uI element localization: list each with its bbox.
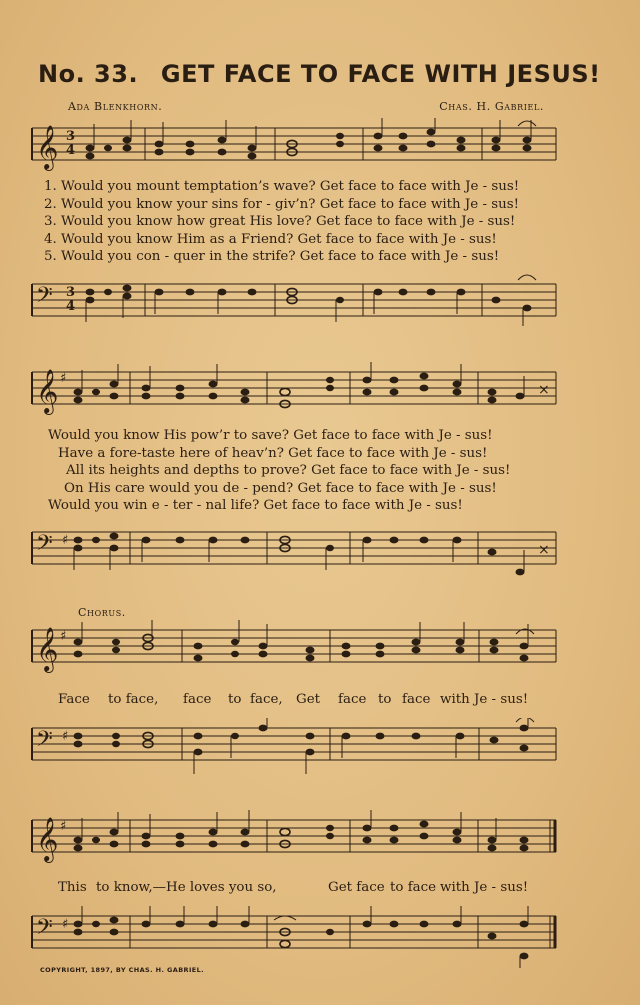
chorus-word: This [58,880,87,895]
svg-text:♯: ♯ [62,917,69,932]
chorus-word: face [183,692,212,707]
verse-line: 3. Would you know how great His love? Get face to face with Je - sus! [44,214,516,230]
staff-system-1-bass [30,274,558,334]
verse-line: 4. Would you know Him as a Friend? Get face to face with Je - sus! [44,231,497,247]
chorus-word: to [378,692,392,707]
chorus-word: Face [58,692,90,707]
verse-line: Have a fore-taste here of heav’n? Get face to face with Je - sus! [58,445,488,461]
chorus-word: with [440,692,470,707]
chorus-word: face, [250,692,283,707]
chorus-word: face [402,692,431,707]
verse-line: 1. Would you mount temptation’s wave? Get face to face with Je - sus! [44,179,520,194]
chorus-word: to face [390,880,437,895]
author-credit: Ada Blenkhorn. [68,100,163,113]
svg-text:𝄢: 𝄢 [36,531,53,561]
verse-line: All its heights and depths to prove? Get face to face with Je - sus! [66,463,511,479]
svg-text:♯: ♯ [60,629,67,644]
svg-text:4: 4 [66,299,76,314]
svg-text:𝄞: 𝄞 [36,627,59,671]
chorus-word: Je - sus! [474,880,529,895]
verse-lyrics-first-half [44,178,519,266]
chorus-word: to [228,692,242,707]
svg-text:3: 3 [66,129,76,144]
chorus-word: Je - sus! [474,692,529,707]
chorus-word: Get face [328,880,385,895]
svg-text:𝄞: 𝄞 [36,369,59,413]
composer-credit: Chas. H. Gabriel. [439,100,544,113]
hymn-title: GET FACE TO FACE WITH JESUS! [160,60,601,88]
verse-line: Would you win e - ter - nal life? Get face to face with Je - sus! [48,498,463,514]
chorus-word: with [440,880,470,895]
svg-text:4: 4 [66,143,76,158]
chorus-word: to face, [108,692,159,707]
staff-system-4-treble [30,810,558,870]
svg-text:♯: ♯ [60,371,67,386]
staff-system-2-treble [30,362,558,422]
staff-system-4-bass [30,906,558,970]
svg-text:𝄢: 𝄢 [36,283,53,313]
svg-text:𝄞: 𝄞 [36,817,59,861]
svg-text:3: 3 [66,285,76,300]
verse-lyrics-second-half [48,427,510,515]
svg-text:𝄢: 𝄢 [36,727,53,757]
svg-text:♯: ♯ [62,533,69,548]
hymn-title-line [38,60,618,88]
verse-line: Would you know His pow’r to save? Get face to face with Je - sus! [48,428,493,443]
staff-system-2-bass [30,522,558,586]
svg-text:⨯: ⨯ [538,382,550,398]
svg-text:⨯: ⨯ [538,542,550,558]
verse-line: 5. Would you con - quer in the strife? Get face to face with Je - sus! [44,249,500,265]
verse-line: 2. Would you know your sins for - giv’n? Get face to face with Je - sus! [44,196,520,212]
chorus-word: to know,—He loves you so, [96,880,277,895]
svg-text:𝄞: 𝄞 [36,125,59,169]
chorus-word: face [338,692,367,707]
hymn-number: No. 33. [38,60,139,88]
staff-system-3-bass [30,718,558,778]
svg-text:♯: ♯ [60,819,67,834]
staff-system-1-treble [30,118,558,178]
copyright-notice: COPYRIGHT, 1897, BY CHAS. H. GABRIEL. [40,966,205,974]
staff-system-3-treble [30,620,558,680]
svg-text:𝄢: 𝄢 [36,915,53,945]
chorus-word: Get [296,692,321,707]
chorus-label: Chorus. [78,606,126,619]
verse-line: On His care would you de - pend? Get face to face with Je - sus! [64,480,497,496]
svg-text:♯: ♯ [62,729,69,744]
